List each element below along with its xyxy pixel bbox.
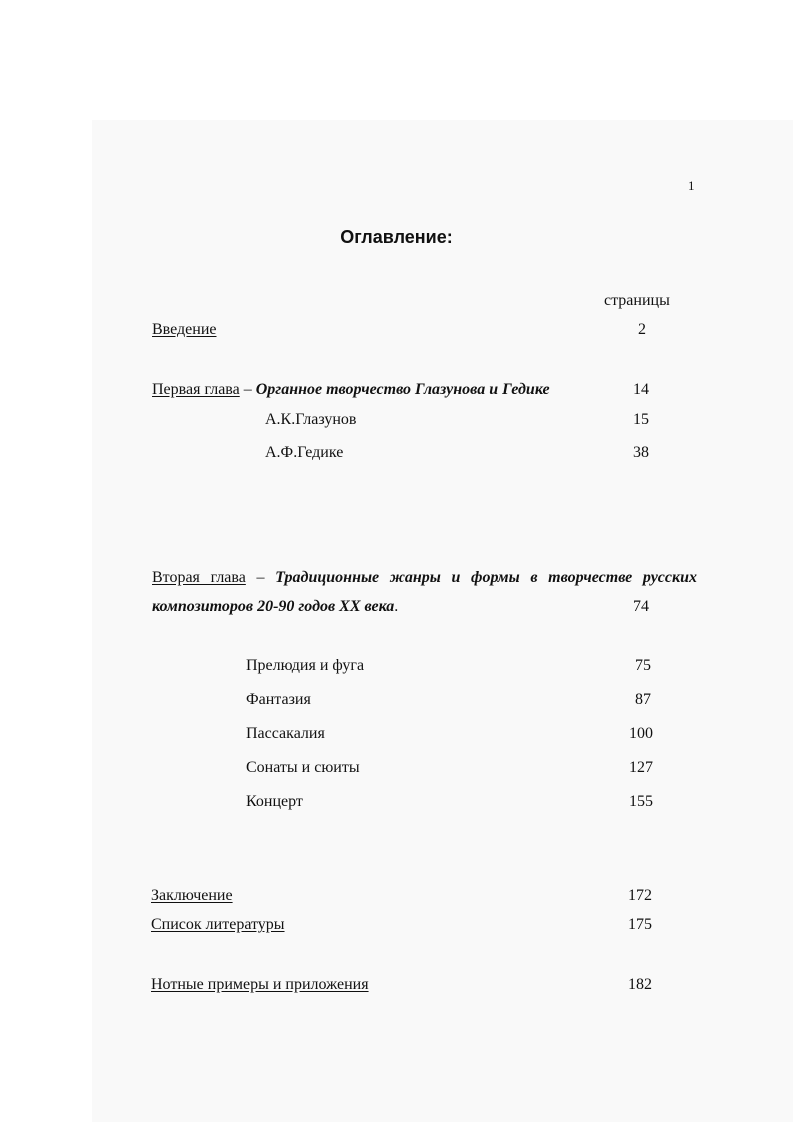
toc-intro-label: Введение	[152, 321, 217, 338]
toc-section-glazunov-page: 15	[633, 411, 649, 428]
toc-section-passacaglia-page: 100	[629, 725, 653, 742]
toc-section-gedike: А.Ф.Гедике	[265, 444, 344, 461]
pages-column-header: страницы	[604, 292, 670, 309]
toc-conclusion-label: Заключение	[151, 887, 233, 904]
chapter2-title-line2: композиторов 20-90 годов XX века	[152, 598, 395, 615]
toc-section-passacaglia: Пассакалия	[246, 725, 325, 742]
chapter2-dash: –	[245, 569, 276, 586]
toc-section-concerto-page: 155	[629, 793, 653, 810]
toc-appendix-label: Нотные примеры и приложения	[151, 976, 369, 993]
toc-chapter2-page: 74	[633, 598, 649, 615]
toc-section-gedike-page: 38	[633, 444, 649, 461]
chapter2-title-end: .	[394, 598, 399, 615]
chapter2-title-line1: Традиционные жанры и формы в творчестве русских	[275, 569, 698, 586]
toc-section-prelude: Прелюдия и фуга	[246, 657, 365, 674]
toc-section-fantasia: Фантазия	[246, 691, 311, 708]
page-title: Оглавление:	[340, 227, 453, 247]
toc-section-concerto: Концерт	[246, 793, 303, 810]
toc-section-prelude-page: 75	[635, 657, 651, 674]
toc-bibliography-page: 175	[628, 916, 652, 933]
toc-section-glazunov: А.К.Глазунов	[265, 411, 357, 428]
toc-chapter2-heading	[152, 568, 697, 588]
page-number: 1	[688, 178, 695, 193]
toc-chapter1-heading	[152, 380, 550, 400]
toc-section-sonatas: Сонаты и сюиты	[246, 759, 360, 776]
toc-appendix-page: 182	[628, 976, 652, 993]
chapter2-prefix: Вторая глава	[152, 569, 246, 586]
scanned-page-area	[92, 120, 793, 1122]
toc-chapter2-heading-line2	[152, 597, 398, 617]
chapter1-title: Органное творчество Глазунова и Гедике	[255, 381, 550, 398]
toc-section-fantasia-page: 87	[635, 691, 651, 708]
toc-intro-page: 2	[638, 321, 646, 338]
toc-bibliography-label: Список литературы	[151, 916, 285, 933]
toc-conclusion-page: 172	[628, 887, 652, 904]
toc-section-sonatas-page: 127	[629, 759, 653, 776]
chapter1-prefix: Первая глава	[152, 381, 240, 398]
chapter1-dash: –	[239, 381, 256, 398]
toc-chapter1-page: 14	[633, 381, 649, 398]
